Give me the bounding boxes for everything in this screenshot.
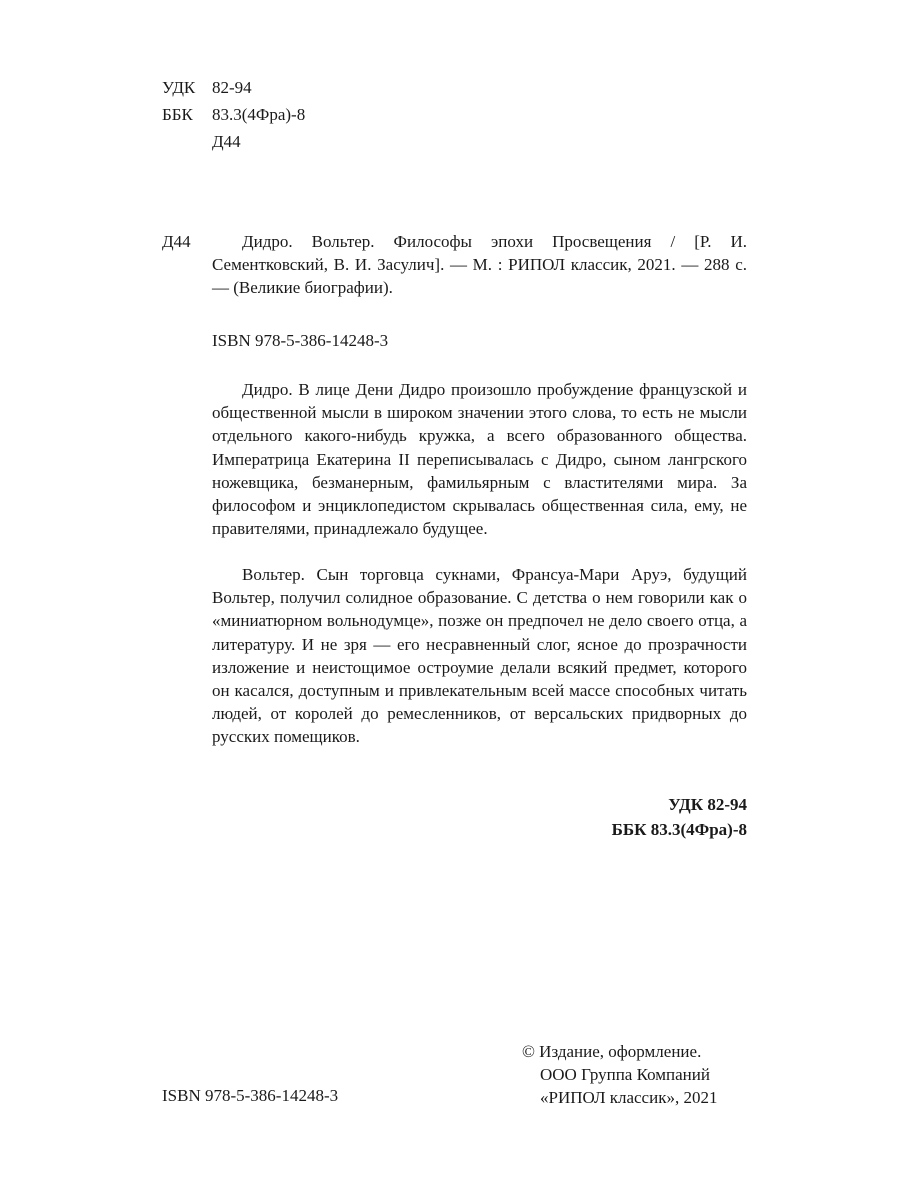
classification-block xyxy=(612,792,747,842)
header-codes xyxy=(162,74,305,155)
udk-row xyxy=(162,74,305,101)
annotation-voltaire: Вольтер. Сын торговца сукнами, Франсуа-Мари Аруэ, будущий Вольтер, получил солидное образование. С детства о нем говорили как о «миниатюрном вольнодумце», позже он предпочел не дело своего отца, а литературу. И не зря — его несравненный слог, ясное до прозрачности изложение и неистощимое остроумие делали всякий предмет, которого он касался, доступным и привлекательным всей массе способных читать людей, от королей до ремесленников, от версальских придворных до русских помещиков. xyxy=(212,565,747,747)
copyright-line-1: © Издание, оформление. xyxy=(522,1042,702,1061)
copyright-line-2: ООО Группа Компаний xyxy=(540,1065,710,1084)
author-mark: Д44 xyxy=(212,132,241,151)
footer-isbn: ISBN 978-5-386-14248-3 xyxy=(162,1086,339,1105)
copyright-block xyxy=(522,1040,717,1109)
catalog-entry: Дидро. Вольтер. Философы эпохи Просвещения / [Р. И. Сементковский, В. И. Засулич]. — М. : РИПОЛ классик, 2021. — 288 с. — (Великие биографии). xyxy=(212,232,747,297)
catalog-record xyxy=(162,230,747,299)
classification-udk: УДК 82-94 xyxy=(668,795,747,814)
annotation-diderot: Дидро. В лице Дени Дидро произошло пробуждение французской и общественной мысли в широком значении этого слова, то есть не мысли отдельного какого-нибудь кружка, а всего образованного общества. Императрица Екатерина II переписывалась с Дидро, сыном лангрского ножевщика, безманерным, фамильярным с властителями мира. За философом и энциклопедистом скрывалась общественная сила, ему, не правителями, принадлежало будущее. xyxy=(212,380,747,539)
copyright-line-3: «РИПОЛ классик», 2021 xyxy=(540,1088,718,1107)
catalog-author-mark: Д44 xyxy=(162,232,191,251)
author-mark-row xyxy=(162,128,305,155)
udk-label: УДК xyxy=(162,78,196,97)
bbk-value: 83.3(4Фра)-8 xyxy=(212,105,306,124)
catalog-isbn: ISBN 978-5-386-14248-3 xyxy=(212,331,389,350)
bbk-row xyxy=(162,101,305,128)
bbk-label: ББК xyxy=(162,105,193,124)
classification-bbk: ББК 83.3(4Фра)-8 xyxy=(611,820,747,839)
udk-value: 82-94 xyxy=(212,78,252,97)
